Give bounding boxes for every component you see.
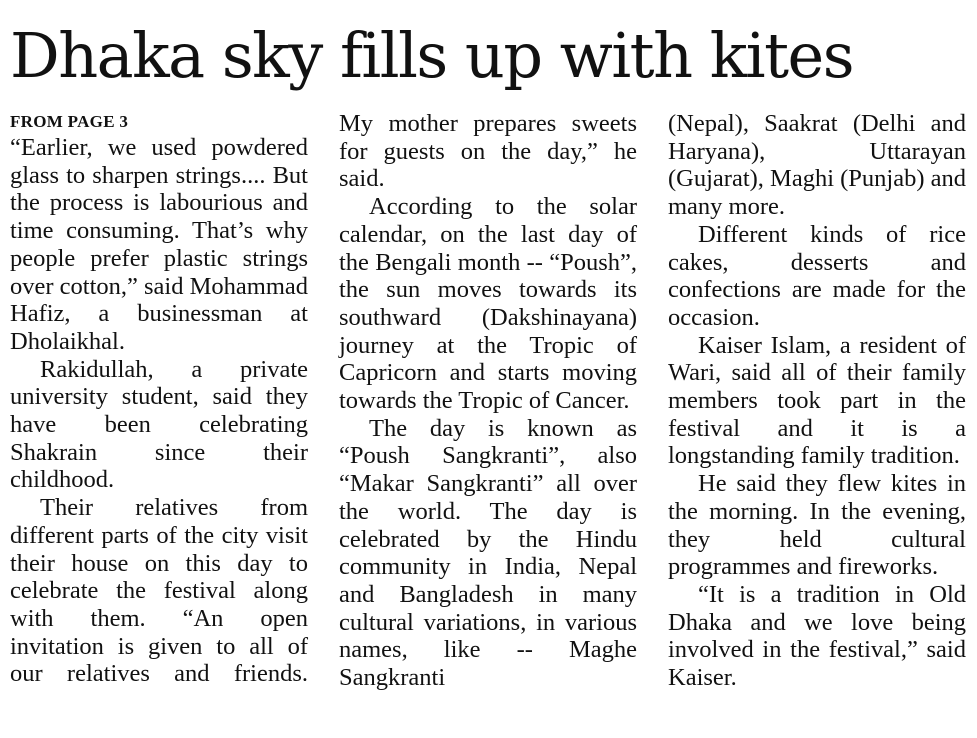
paragraph: “Earlier, we used powdered glass to sharpen strings.... But the process is labourious and time consuming. That’s why people prefer plastic strings over cotton,” said Mohammad Hafiz, a businessman at Dholaikhal.	[10, 134, 309, 355]
article-column-1	[10, 110, 308, 688]
paragraph: (Nepal), Saakrat (Delhi and Haryana), Uttarayan (Gujarat), Maghi (Punjab) and many more.	[668, 110, 966, 221]
paragraph: Different kinds of rice cakes, desserts and confections are made for the occasion.	[668, 220, 966, 331]
paragraph: Kaiser Islam, a resident of Wari, said all of their family members took part in the festival and it is a longstanding family tradition.	[668, 331, 966, 470]
paragraph: My mother prepares sweets for guests on the day,” he said.	[339, 110, 637, 193]
continuation-kicker: FROM PAGE 3	[10, 112, 129, 131]
paragraph: The day is known as “Poush Sangkranti”, also “Makar Sangkranti” all over the world. The day is celebrated by the Hindu community in India, Nepal and Bangladesh in many cultural variations, in various names, like -- Maghe Sangkranti	[339, 414, 637, 692]
article-column-3	[668, 110, 966, 692]
paragraph: Their relatives from different parts of the city visit their house on this day to celebrate the festival along with them. “An open invitation is given to all of our relatives and friends.	[10, 494, 308, 688]
paragraph: “It is a tradition in Old Dhaka and we love being involved in the festival,” said Kaiser.	[668, 580, 966, 692]
paragraph: Rakidullah, a private university student, said they have been celebrating Shakrain since their childhood.	[10, 355, 308, 494]
headline: Dhaka sky fills up with kites	[10, 19, 854, 92]
article-column-2	[339, 110, 637, 692]
paragraph: According to the solar calendar, on the last day of the Bengali month -- “Poush”, the sun moves towards its southward (Dakshinayana) journey at the Tropic of Capricorn and starts moving towards the Tropic of Cancer.	[339, 193, 637, 415]
paragraph: He said they flew kites in the morning. In the evening, they held cultural programmes and fireworks.	[668, 470, 966, 581]
